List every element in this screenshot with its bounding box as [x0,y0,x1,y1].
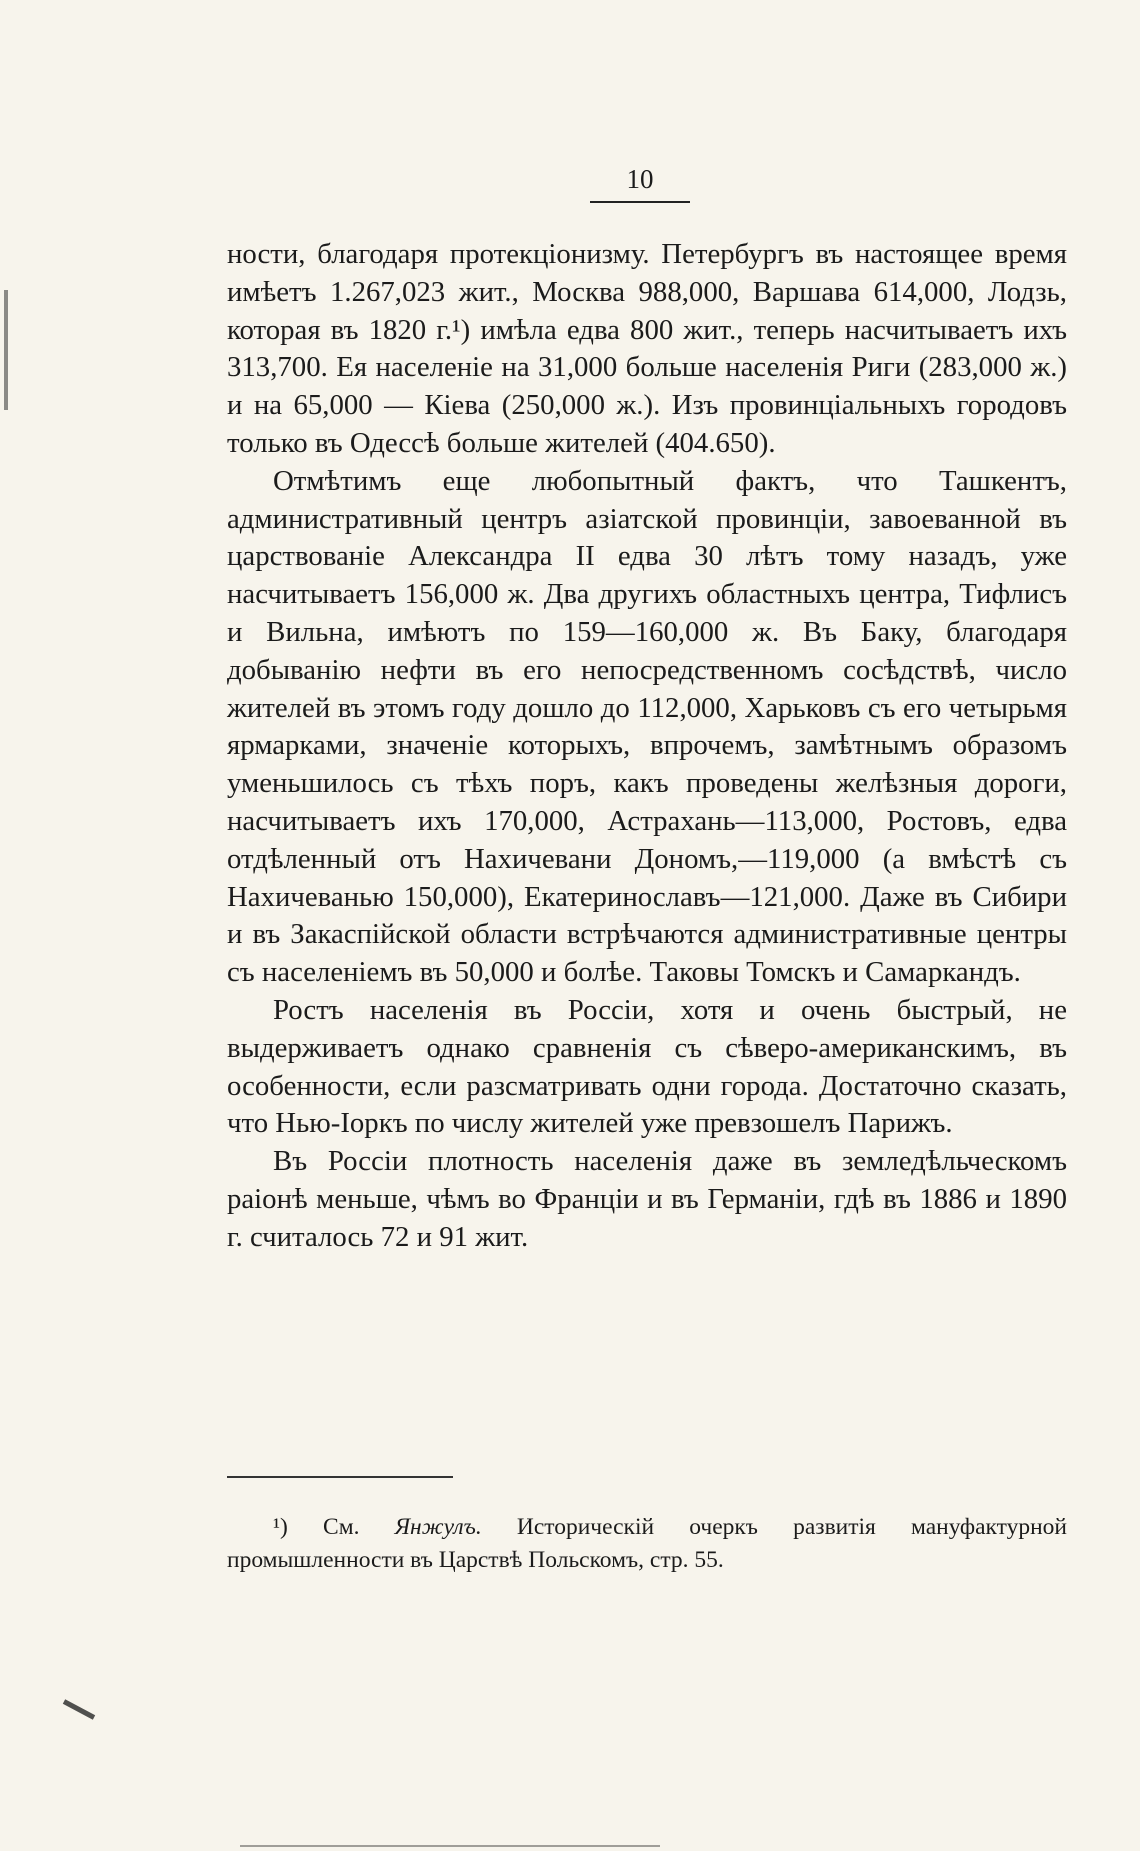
footnote-rule [227,1476,453,1478]
paragraph-3: Ростъ населенія въ Россіи, хотя и очень быстрый, не выдерживаетъ однако сравненія съ сѣверо-американскимъ, въ особенности, если разсматривать одни города. Достаточно сказать, что Нью-Іоркъ по числу жителей уже превзошелъ Парижъ. [227,993,1067,1140]
footnote-marker: ¹) См. [273,1514,360,1540]
scan-mark-bottom [240,1845,660,1847]
footnote [227,1511,1067,1577]
body-text [227,236,1067,1257]
footnote-author: Янжулъ. [394,1514,482,1540]
paragraph-4: Въ Россіи плотность населенія даже въ земледѣльческомъ раіонѣ меньше, чѣмъ во Франціи и въ Германіи, гдѣ въ 1886 и 1890 г. считалось 72 и 91 жит. [227,1145,1067,1253]
page-number-rule [590,201,690,203]
page-number: 10 [626,164,654,194]
footnote-text: Историческій очеркъ развитія мануфактурной промышленности въ Царствѣ Польскомъ, стр. 55. [227,1514,1068,1573]
paragraph-1: ности, благодаря протекціонизму. Петербургъ въ настоящее время имѣетъ 1.267,023 жит., Москва 988,000, Варшава 614,000, Лодзь, которая въ 1820 г.¹) имѣла едва 800 жит., теперь насчитываетъ ихъ 313,700. Ея населеніе на 31,000 больше населенія Риги (283,000 ж.) и на 65,000 — Кіева (250,000 ж.). Изъ провинціальныхъ городовъ только въ Одессѣ больше жителей (404.650). [227,238,1067,459]
paragraph-2: Отмѣтимъ еще любопытный фактъ, что Ташкентъ, административный центръ азіатской провинціи, завоеванной въ царствованіе Александра II едва 30 лѣтъ тому назадъ, уже насчитываетъ 156,000 ж. Два другихъ областныхъ центра, Тифлисъ и Вильна, имѣютъ по 159—160,000 ж. Въ Баку, благодаря добыванію нефти въ его непосредственномъ сосѣдствѣ, число жителей въ этомъ году дошло до 112,000, Харьковъ съ его четырьмя ярмарками, значеніе которыхъ, впрочемъ, замѣтнымъ образомъ уменьшилось съ тѣхъ поръ, какъ проведены желѣзныя дороги, насчитываетъ ихъ 170,000, Астрахань—113,000, Ростовъ, едва отдѣленный отъ Нахичевани Дономъ,—119,000 (а вмѣстѣ съ Нахичеванью 150,000), Екатеринославъ—121,000. Даже въ Сибири и въ Закаспійской области встрѣчаются административные центры съ населеніемъ въ 50,000 и болѣе. Таковы Томскъ и Самаркандъ. [227,464,1067,989]
scan-mark-left [4,290,8,410]
scan-mark-arrow [63,1699,95,1719]
